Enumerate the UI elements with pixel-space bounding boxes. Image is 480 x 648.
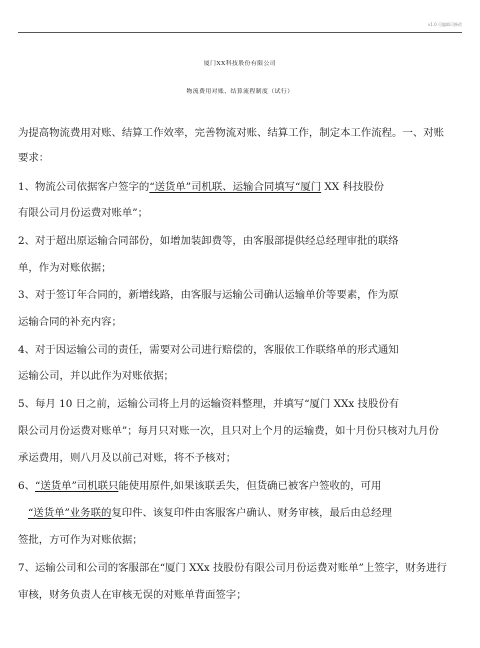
item-6-underlined-b: “送货单”业务联的 [28,507,112,519]
item-1-text-a: 1、物流公司依据客户签字的 [18,181,150,193]
item-6-line-2 [18,506,392,520]
item-3-line-1: 3、对于签订年合同的，新增线路，由客服与运输公司确认运输单价等要素，作为原 [18,289,399,301]
item-1-line-1 [18,180,384,194]
item-2-line-2: 单，作为对账依据； [18,262,112,274]
item-6-text-e: 复印件、该复印件由客服客户确认、财务审核，最后由总经理 [111,507,392,519]
item-5-line-2: 限公司月份运费对账单”；每月只对账一次，且只对上个月的运输费，如十月份只核对九月份 [18,425,439,437]
item-7-line-1: 7、运输公司和公司的客服部在“厦门 XXx 技股份有限公司月份运费对账单”上签字，财务进行 [18,562,447,574]
company-title: 厦门XX科技股份有限公司 [203,61,277,67]
item-5-line-1: 5、每月 10 日之前，运输公司将上月的运输资料整理，并填写“厦门 XXx 技股份有 [18,398,400,410]
item-6-text-a: 6、 [18,480,36,492]
item-1-underlined: “送货单”司机联、运输合同填写“厦门 [149,181,322,193]
item-2-line-1: 2、对于超出原运输合同部份，如增加装卸费等，由客服部提供经总经理审批的联络 [18,235,399,247]
item-6-underlined-a: “送货单”司机联只 [35,480,119,492]
intro-line-1: 为提高物流费用对账、结算工作效率，完善物流对账、结算工作，制定本工作流程。一、对账 [18,127,445,139]
item-4-line-1: 4、对于因运输公司的责任，需要对公司进行赔偿的，客服依工作联络单的形式通知 [18,344,399,356]
item-7-line-2: 审核，财务负责人在审核无误的对账单背面签字； [18,589,247,601]
item-6-line-1 [18,479,381,493]
item-6-line-3: 签批，方可作为对账依据； [18,534,143,546]
intro-line-2: 要求： [18,152,50,164]
policy-title: 物流费用对账、结算流程制度（试行） [186,89,294,95]
header-rule [18,32,462,33]
item-3-line-2: 运输合同的补充内容； [18,316,122,328]
item-1-line-2: 有限公司月份运费对账单”； [18,207,148,219]
item-1-text-c: XX 科技股份 [321,181,385,193]
item-4-line-2: 运输公司，并以此作为对账依据； [18,370,174,382]
item-5-line-3: 承运费用，则八月及以前己对账，将不予核对； [18,452,237,464]
header-mark: v1.0 可编辑可修改 [428,22,462,27]
item-6-text-c: 能使用原件,如果该联丢失，但货确已被客户签收的，可用 [118,480,382,492]
